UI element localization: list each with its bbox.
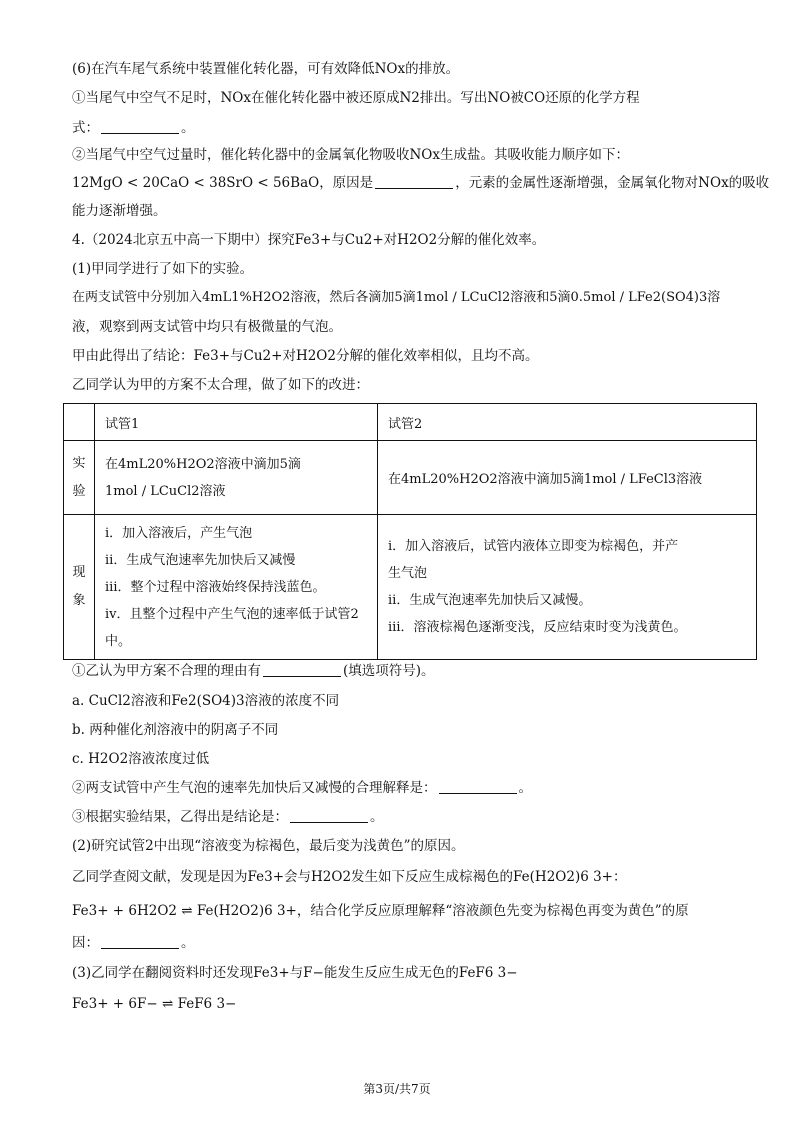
tube2-phenomenon — [378, 515, 757, 660]
answer-blank[interactable] — [101, 119, 179, 134]
experiment-table — [63, 403, 757, 660]
phenomenon-item: ⅳ．且整个过程中产生气泡的速率低于试管2 — [105, 606, 359, 622]
table-row — [64, 441, 757, 515]
tube1-phenomenon — [95, 515, 378, 660]
q4-cause: 因： 。 — [72, 935, 195, 951]
phenomenon-item: ⅱ．生成气泡速率先加快后又减慢 — [105, 552, 296, 568]
answer-blank[interactable] — [375, 174, 453, 189]
q4-exp-line1: 在两支试管中分别加入4mL1%H2O2溶液，然后各滴加5滴1mol / LCuCl2溶液和5滴0.5mol / LFe2(SO4)3溶 — [72, 290, 721, 305]
q4-reason — [72, 660, 734, 682]
q4-literature: 乙同学查阅文献，发现是因为Fe3+会与H2O2发生如下反应生成棕褐色的Fe(H2O2)6 3+： — [72, 869, 627, 885]
phenomenon-item: ⅲ．整个过程中溶液始终保持浅蓝色。 — [105, 579, 326, 595]
q4-part3: (3)乙同学在翻阅资料时还发现Fe3+与F−能发生反应生成无色的FeF6 3− — [72, 965, 518, 981]
cause-prefix: 因： — [72, 935, 99, 951]
option-c: c. H2O2溶液浓度过低 — [72, 751, 210, 767]
explain-text: ②两支试管中产生气泡的速率先加快后又减慢的合理解释是： — [72, 780, 437, 796]
answer-blank[interactable] — [290, 808, 368, 823]
q6-part2-line2 — [72, 172, 770, 194]
q4-conclusion: 甲由此得出了结论：Fe3+与Cu2+对H2O2分解的催化效率相似，且均不高。 — [72, 348, 539, 364]
reason-tail: (填选项符号)。 — [343, 663, 435, 679]
q6-intro: (6)在汽车尾气系统中装置催化转化器，可有效降低NOx的排放。 — [72, 61, 460, 77]
phenomenon-item: ⅱ．生成气泡速率先加快后又减慢。 — [388, 593, 592, 608]
table-header-row — [64, 404, 757, 441]
tube1-exp-line: 1mol / LCuCl2溶液 — [105, 483, 226, 499]
answer-blank[interactable] — [263, 662, 341, 677]
table-corner — [64, 404, 95, 441]
q4-title: 4.（2024北京五中高一下期中）探究Fe3+与Cu2+对H2O2分解的催化效率。 — [72, 232, 546, 248]
equation-1-tail: ，结合化学反应原理解释“溶液颜色先变为棕褐色再变为黄色”的原 — [296, 903, 689, 919]
q4-explain: ②两支试管中产生气泡的速率先加快后又减慢的合理解释是： 。 — [72, 780, 532, 796]
reason-tail: ，元素的金属性逐渐增强，金属氧化物对NOx的吸收 — [455, 175, 770, 191]
phenomenon-item: 生气泡 — [388, 566, 428, 581]
header-tube1: 试管1 — [95, 404, 378, 441]
tube1-exp-line: 在4mL20%H2O2溶液中滴加5滴 — [105, 456, 301, 472]
phenomenon-item: ⅰ．加入溶液后，试管内液体立即变为棕褐色，并产 — [388, 539, 679, 554]
q4-result: ③根据实验结果，乙得出是结论是： 。 — [72, 809, 384, 825]
q4-part1: (1)甲同学进行了如下的实验。 — [72, 261, 254, 277]
reason-text: ①乙认为甲方案不合理的理由有 — [72, 663, 261, 679]
option-b: b. 两种催化剂溶液中的阴离子不同 — [72, 722, 279, 738]
q6-part2-line1: ②当尾气中空气过量时，催化转化器中的金属氧化物吸收NOx生成盐。其吸收能力顺序如下： — [72, 147, 629, 163]
row-label-experiment: 实验 — [64, 441, 95, 515]
answer-blank[interactable] — [101, 934, 179, 949]
q4-equation1 — [72, 900, 734, 922]
answer-blank[interactable] — [439, 779, 517, 794]
tube1-experiment — [95, 441, 378, 515]
q4-exp-line2: 液，观察到两支试管中均只有极微量的气泡。 — [72, 319, 342, 335]
phenomenon-item: ⅰ．加入溶液后，产生气泡 — [105, 525, 253, 541]
phenomenon-item: ⅲ．溶液棕褐色逐渐变浅，反应结束时变为浅黄色。 — [388, 620, 687, 635]
q6-part1-prefix: 式： — [72, 120, 99, 136]
q6-part1-line2: 式： 。 — [72, 120, 195, 136]
page-footer: 第3页/共7页 — [363, 1082, 431, 1096]
reason-prefix: ，原因是 — [319, 175, 374, 191]
q4-part2: (2)研究试管2中出现“溶液变为棕褐色，最后变为浅黄色”的原因。 — [72, 838, 465, 854]
option-a: a. CuCl2溶液和Fe2(SO4)3溶液的浓度不同 — [72, 693, 340, 709]
header-tube2: 试管2 — [378, 404, 757, 441]
table-row — [64, 515, 757, 660]
q6-part2-line3: 能力逐渐增强。 — [72, 203, 167, 219]
q6-part1-line1: ①当尾气中空气不足时，NOx在催化转化器中被还原成N2排出。写出NO被CO还原的化学方程 — [72, 90, 640, 106]
q4-improve: 乙同学认为甲的方案不太合理，做了如下的改进： — [72, 377, 369, 393]
q4-equation2: Fe3+ + 6F− ⇌ FeF6 3− — [72, 996, 237, 1012]
result-text: ③根据实验结果，乙得出是结论是： — [72, 809, 288, 825]
tube2-experiment: 在4mL20%H2O2溶液中滴加5滴1mol / LFeCl3溶液 — [378, 441, 757, 515]
equation-1: Fe3+ + 6H2O2 ⇌ Fe(H2O2)6 3+ — [72, 903, 297, 919]
oxide-order: 12MgO < 20CaO < 38SrO < 56BaO — [72, 175, 320, 191]
phenomenon-item: 中。 — [105, 633, 132, 649]
row-label-phenomenon: 现象 — [64, 515, 95, 660]
